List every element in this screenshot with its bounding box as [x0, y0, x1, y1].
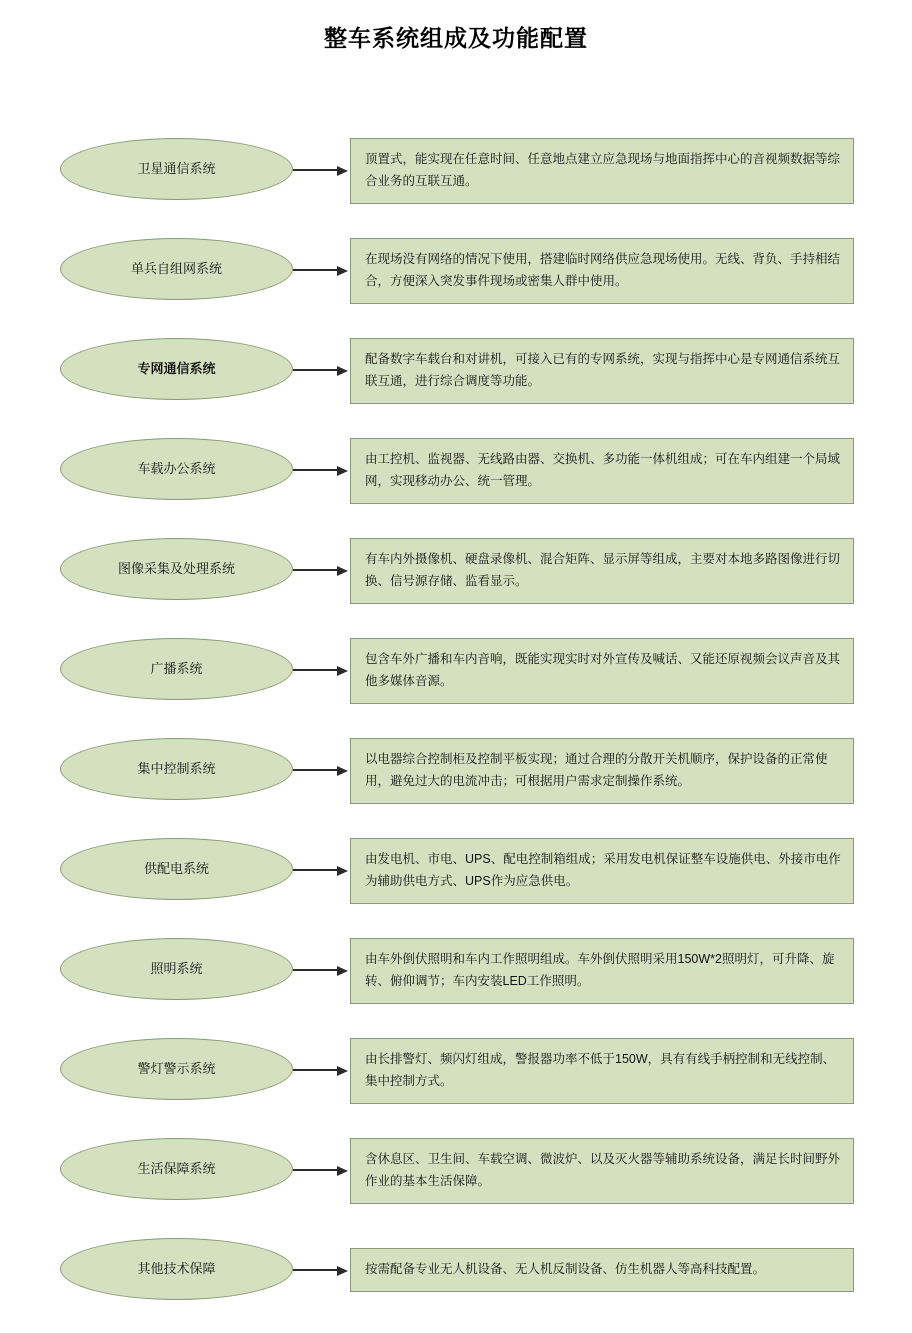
system-node[interactable]: 车载办公系统 — [60, 438, 293, 500]
arrow-line — [293, 369, 339, 371]
system-description: 由发电机、市电、UPS、配电控制箱组成；采用发电机保证整车设施供电、外接市电作为辅助供电方式、UPS作为应急供电。 — [350, 838, 854, 904]
system-description: 由工控机、监视器、无线路由器、交换机、多功能一体机组成；可在车内组建一个局域网，实现移动办公、统一管理。 — [350, 438, 854, 504]
arrow-right-icon — [293, 766, 350, 774]
system-node[interactable]: 图像采集及处理系统 — [60, 538, 293, 600]
arrow-head — [337, 966, 348, 976]
arrow-head — [337, 1166, 348, 1176]
system-node[interactable]: 集中控制系统 — [60, 738, 293, 800]
system-node[interactable]: 警灯警示系统 — [60, 1038, 293, 1100]
diagram-row — [0, 330, 912, 430]
system-description: 由长排警灯、频闪灯组成，警报器功率不低于150W，具有有线手柄控制和无线控制、集中控制方式。 — [350, 1038, 854, 1104]
system-node[interactable]: 广播系统 — [60, 638, 293, 700]
system-node[interactable]: 卫星通信系统 — [60, 138, 293, 200]
arrow-head — [337, 766, 348, 776]
arrow-line — [293, 469, 339, 471]
arrow-head — [337, 1266, 348, 1276]
system-description: 由车外倒伏照明和车内工作照明组成。车外倒伏照明采用150W*2照明灯，可升降、旋转、俯仰调节；车内安装LED工作照明。 — [350, 938, 854, 1004]
diagram-row — [0, 130, 912, 230]
system-node[interactable]: 照明系统 — [60, 938, 293, 1000]
system-description: 包含车外广播和车内音响，既能实现实时对外宣传及喊话、又能还原视频会议声音及其他多媒体音源。 — [350, 638, 854, 704]
diagram-row — [0, 830, 912, 930]
arrow-line — [293, 1269, 339, 1271]
diagram-row — [0, 930, 912, 1030]
diagram-row — [0, 630, 912, 730]
arrow-line — [293, 1169, 339, 1171]
system-description: 顶置式，能实现在任意时间、任意地点建立应急现场与地面指挥中心的音视频数据等综合业务的互联互通。 — [350, 138, 854, 204]
arrow-head — [337, 1066, 348, 1076]
arrow-right-icon — [293, 466, 350, 474]
arrow-right-icon — [293, 566, 350, 574]
arrow-line — [293, 269, 339, 271]
arrow-right-icon — [293, 966, 350, 974]
system-node[interactable]: 单兵自组网系统 — [60, 238, 293, 300]
page-title: 整车系统组成及功能配置 — [324, 25, 588, 51]
diagram-row — [0, 1230, 912, 1330]
arrow-right-icon — [293, 1066, 350, 1074]
arrow-line — [293, 969, 339, 971]
arrow-right-icon — [293, 1266, 350, 1274]
arrow-line — [293, 769, 339, 771]
system-description: 以电器综合控制柜及控制平板实现；通过合理的分散开关机顺序，保护设备的正常使用，避免过大的电流冲击；可根据用户需求定制操作系统。 — [350, 738, 854, 804]
arrow-line — [293, 1069, 339, 1071]
arrow-line — [293, 169, 339, 171]
arrow-head — [337, 866, 348, 876]
diagram-row — [0, 1030, 912, 1130]
system-node[interactable]: 其他技术保障 — [60, 1238, 293, 1300]
arrow-line — [293, 869, 339, 871]
arrow-head — [337, 566, 348, 576]
diagram-rows — [0, 130, 912, 1330]
arrow-right-icon — [293, 266, 350, 274]
system-description: 按需配备专业无人机设备、无人机反制设备、仿生机器人等高科技配置。 — [350, 1248, 854, 1292]
arrow-right-icon — [293, 866, 350, 874]
system-node[interactable]: 专网通信系统 — [60, 338, 293, 400]
diagram-row — [0, 230, 912, 330]
system-description: 在现场没有网络的情况下使用，搭建临时网络供应急现场使用。无线、背负、手持相结合，方便深入突发事件现场或密集人群中使用。 — [350, 238, 854, 304]
arrow-line — [293, 569, 339, 571]
arrow-head — [337, 666, 348, 676]
diagram-row — [0, 430, 912, 530]
arrow-head — [337, 166, 348, 176]
arrow-line — [293, 669, 339, 671]
system-description: 有车内外摄像机、硬盘录像机、混合矩阵、显示屏等组成，主要对本地多路图像进行切换、信号源存储、监看显示。 — [350, 538, 854, 604]
arrow-right-icon — [293, 366, 350, 374]
system-node[interactable]: 供配电系统 — [60, 838, 293, 900]
diagram-row — [0, 530, 912, 630]
arrow-head — [337, 466, 348, 476]
arrow-right-icon — [293, 1166, 350, 1174]
arrow-right-icon — [293, 666, 350, 674]
diagram-row — [0, 730, 912, 830]
arrow-head — [337, 366, 348, 376]
arrow-head — [337, 266, 348, 276]
system-description: 含休息区、卫生间、车载空调、微波炉、以及灭火器等辅助系统设备，满足长时间野外作业的基本生活保障。 — [350, 1138, 854, 1204]
diagram-row — [0, 1130, 912, 1230]
system-description: 配备数字车载台和对讲机，可接入已有的专网系统，实现与指挥中心是专网通信系统互联互通，进行综合调度等功能。 — [350, 338, 854, 404]
system-node[interactable]: 生活保障系统 — [60, 1138, 293, 1200]
arrow-right-icon — [293, 166, 350, 174]
